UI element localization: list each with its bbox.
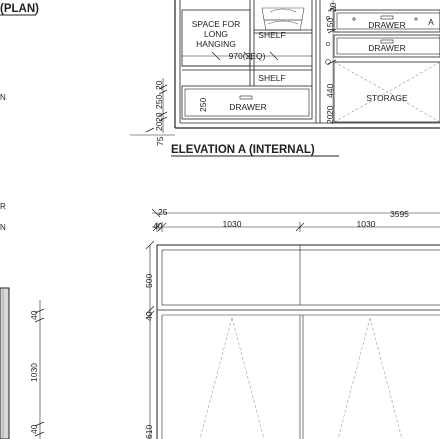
left-label-r: R: [0, 202, 6, 211]
label-drawer-right-2: DRAWER: [368, 43, 406, 53]
left-label-n-1: N: [0, 93, 6, 102]
dim-drawer-250: 250: [198, 97, 208, 112]
folded-clothes-icon: [262, 8, 304, 30]
left-dim-40-bottom: 40: [29, 424, 39, 434]
label-drawer-bottom: DRAWER: [229, 102, 267, 112]
label-hanging: HANGING: [196, 39, 236, 49]
dim-side-610: 610: [144, 424, 154, 439]
label-shelf-top: SHELF: [258, 30, 286, 40]
dim-right-20-b: 20: [325, 105, 335, 115]
storage-door-swing: [334, 62, 440, 122]
dim-left-20-c: 20: [154, 121, 164, 131]
elevation-a-title: ELEVATION A (INTERNAL): [171, 144, 315, 156]
upper-elevation: [130, 0, 440, 156]
label-fragment-a: A: [428, 17, 434, 27]
dim-970-2eq: 970(2EQ): [228, 51, 266, 61]
dim-left-75: 75: [155, 136, 165, 146]
left-dim-1030: 1030: [29, 363, 39, 382]
left-fragments: [0, 3, 39, 232]
dim-overall-3595: 3595: [390, 209, 409, 219]
label-space-for: SPACE FOR: [191, 19, 241, 29]
label-long: LONG: [203, 29, 229, 39]
label-storage: STORAGE: [366, 93, 408, 103]
dim-right-20-c: 20: [325, 114, 335, 124]
label-shelf-bottom: SHELF: [258, 73, 286, 83]
left-dim-40-top: 40: [29, 310, 39, 320]
door-swing-lines: [200, 318, 402, 439]
dim-seg-1030-b: 1030: [356, 219, 376, 229]
label-drawer-right-1: DRAWER: [368, 20, 406, 30]
dim-top-40: 40: [153, 221, 163, 231]
left-panel: [0, 288, 44, 439]
dim-seg-1030-a: 1030: [222, 219, 242, 229]
left-label-n-2: N: [0, 223, 6, 232]
plan-title-fragment: (PLAN): [0, 3, 39, 15]
dim-right-150: 150: [325, 17, 335, 32]
dim-side-40: 40: [144, 311, 154, 321]
dim-right-20-a: 20: [328, 2, 338, 12]
lower-elevation: [144, 207, 440, 439]
dim-left-20-a: 20: [154, 80, 164, 90]
dim-side-500: 500: [144, 273, 154, 288]
dim-top-25: 25: [158, 207, 168, 217]
dim-left-250: 250: [154, 94, 164, 109]
dim-left-20-b: 20: [154, 112, 164, 122]
dim-right-440: 440: [325, 83, 335, 98]
